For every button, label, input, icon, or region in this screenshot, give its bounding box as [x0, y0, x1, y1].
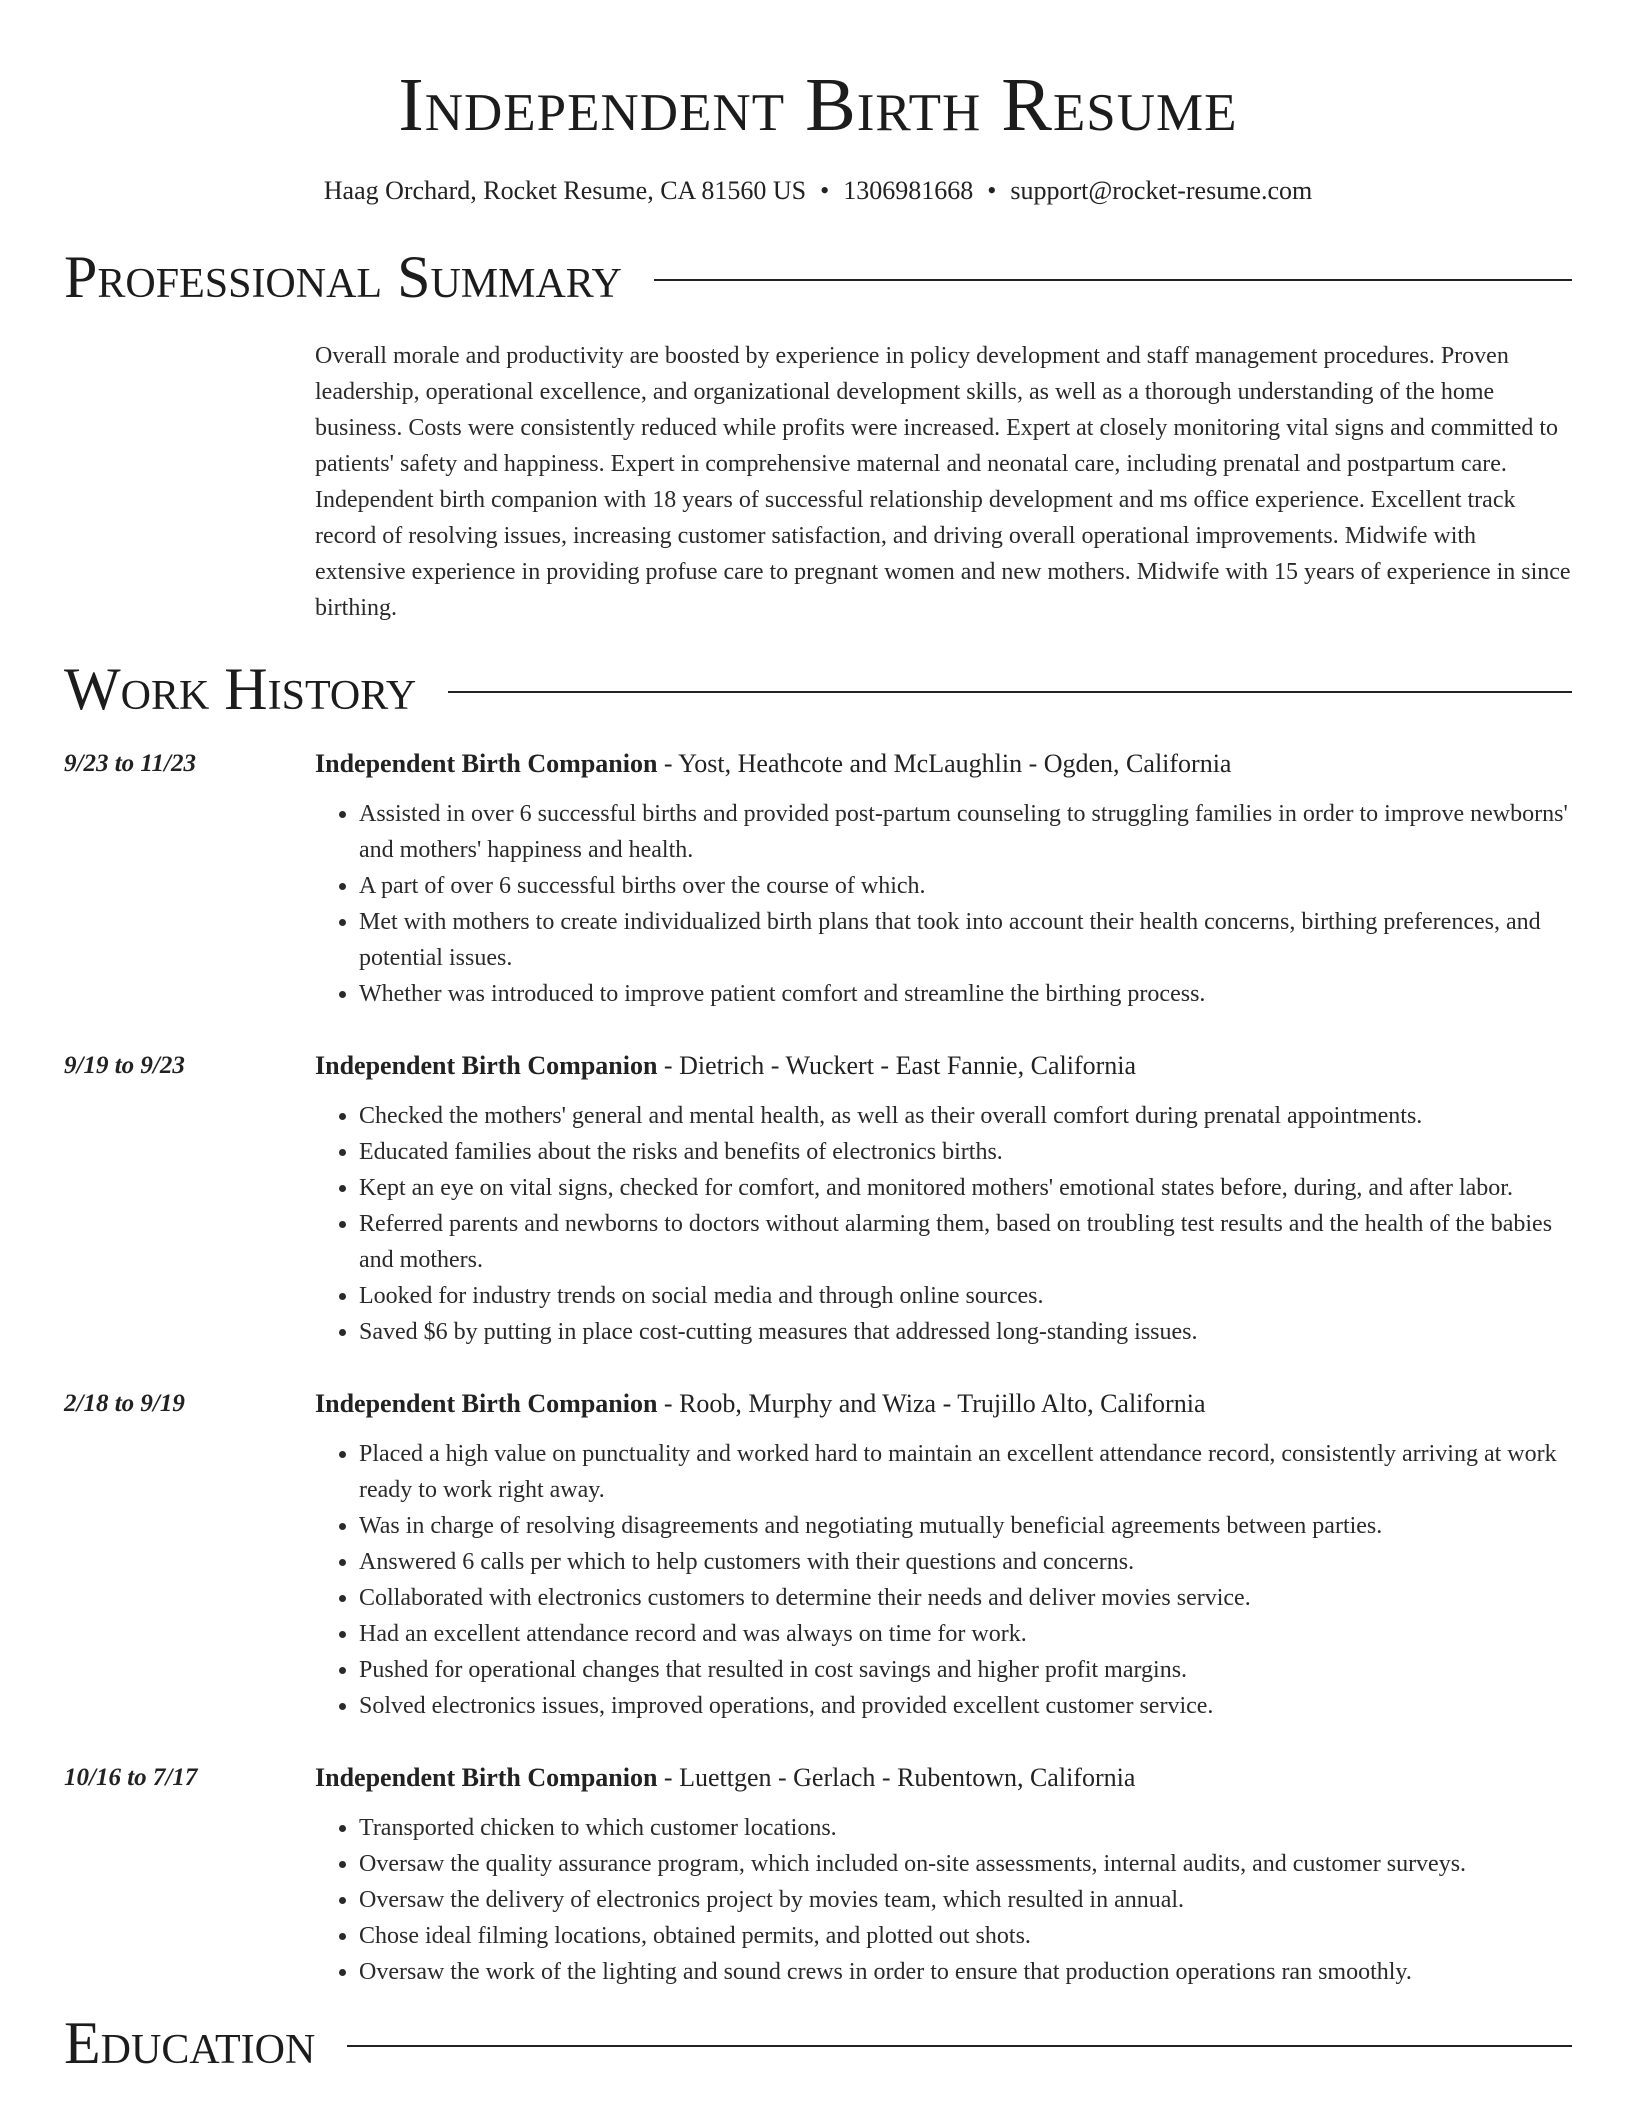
job-entry: [64, 1386, 1572, 1724]
job-company-location: - Yost, Heathcote and McLaughlin - Ogden, California: [657, 749, 1232, 778]
section-rule: [347, 2045, 1572, 2047]
job-bullet: • Had an excellent attendance record and was always on time for work.: [359, 1616, 1572, 1652]
section-heading: Education: [64, 2010, 316, 2076]
section-rule: [448, 691, 1572, 693]
job-bullet: • Met with mothers to create individualized birth plans that took into account their health concerns, birthing preferences, and potential issues.: [359, 904, 1572, 976]
job-dates: 2/18 to 9/19: [64, 1390, 185, 1417]
job-entry: [64, 1048, 1572, 1350]
job-body: [315, 1760, 1572, 1990]
contact-address: Haag Orchard, Rocket Resume, CA 81560 US: [323, 176, 807, 205]
job-bullet: • Oversaw the work of the lighting and sound crews in order to ensure that production operations ran smoothly.: [359, 1954, 1572, 1990]
contact-phone: 1306981668: [843, 176, 974, 205]
job-bullet: • Assisted in over 6 successful births and provided post-partum counseling to struggling families in order to improve newborns' and mothers' happiness and health.: [359, 796, 1572, 868]
job-title-line: [315, 1048, 1572, 1084]
job-title-line: [315, 1386, 1572, 1422]
job-body: [315, 1386, 1572, 1724]
section-education: [64, 2010, 1572, 2076]
job-role: Independent Birth Companion: [315, 749, 658, 778]
job-dates: 9/19 to 9/23: [64, 1052, 185, 1079]
job-company-location: - Luettgen - Gerlach - Rubentown, California: [657, 1763, 1136, 1792]
contact-separator: •: [987, 176, 997, 205]
resume-page: [64, 0, 1572, 2076]
job-bullets: [315, 796, 1572, 1012]
job-bullet: • Was in charge of resolving disagreements and negotiating mutually beneficial agreements between parties.: [359, 1508, 1572, 1544]
job-entry: [64, 1760, 1572, 1990]
job-company-location: - Dietrich - Wuckert - East Fannie, California: [657, 1051, 1137, 1080]
summary-text: Overall morale and productivity are boosted by experience in policy development and staff management procedures. Proven leadership, operational excellence, and organizational development skills, as well as a thorough understanding of the home business. Costs were consistently reduced while profits were increased. Expert at closely monitoring vital signs and committed to patients' safety and happiness. Expert in comprehensive maternal and neonatal care, including prenatal and postpartum care. Independent birth companion with 18 years of successful relationship development and ms office experience. Excellent track record of resolving issues, increasing customer satisfaction, and driving overall operational improvements. Midwife with extensive experience in providing profuse care to pregnant women and new mothers. Midwife with 15 years of experience in since birthing.: [315, 343, 1571, 621]
job-bullet: • Collaborated with electronics customers to determine their needs and deliver movies service.: [359, 1580, 1572, 1616]
job-bullet: • Oversaw the delivery of electronics project by movies team, which resulted in annual.: [359, 1882, 1572, 1918]
section-heading: Professional Summary: [64, 244, 622, 310]
contact-line: [64, 174, 1572, 208]
job-bullets: [315, 1810, 1572, 1990]
job-entry: [64, 746, 1572, 1012]
job-bullet: • A part of over 6 successful births over the course of which.: [359, 868, 1572, 904]
job-bullet: • Educated families about the risks and benefits of electronics births.: [359, 1134, 1572, 1170]
job-bullet: • Saved $6 by putting in place cost-cutting measures that addressed long-standing issues.: [359, 1314, 1572, 1350]
job-body: [315, 746, 1572, 1012]
job-dates: 10/16 to 7/17: [64, 1764, 198, 1791]
job-title-line: [315, 1760, 1572, 1796]
job-bullet: • Pushed for operational changes that resulted in cost savings and higher profit margins.: [359, 1652, 1572, 1688]
contact-separator: •: [820, 176, 830, 205]
job-role: Independent Birth Companion: [315, 1763, 658, 1792]
job-bullet: • Transported chicken to which customer locations.: [359, 1810, 1572, 1846]
section-rule: [654, 279, 1572, 281]
contact-email[interactable]: support@rocket-resume.com: [1010, 176, 1313, 205]
job-bullet: • Kept an eye on vital signs, checked for comfort, and monitored mothers' emotional states before, during, and after labor.: [359, 1170, 1572, 1206]
job-role: Independent Birth Companion: [315, 1389, 658, 1418]
resume-name: Independent Birth Resume: [398, 63, 1238, 147]
job-bullets: [315, 1098, 1572, 1350]
job-bullet: • Whether was introduced to improve patient comfort and streamline the birthing process.: [359, 976, 1572, 1012]
job-bullet: • Looked for industry trends on social media and through online sources.: [359, 1278, 1572, 1314]
job-bullet: • Chose ideal filming locations, obtained permits, and plotted out shots.: [359, 1918, 1572, 1954]
job-bullet: • Checked the mothers' general and mental health, as well as their overall comfort during prenatal appointments.: [359, 1098, 1572, 1134]
section-professional-summary: [64, 244, 1572, 310]
job-bullet: • Referred parents and newborns to doctors without alarming them, based on troubling test results and the health of the babies and mothers.: [359, 1206, 1572, 1278]
job-list: [64, 746, 1572, 1990]
job-bullet: • Placed a high value on punctuality and worked hard to maintain an excellent attendance record, consistently arriving at work ready to work right away.: [359, 1436, 1572, 1508]
job-bullet: • Answered 6 calls per which to help customers with their questions and concerns.: [359, 1544, 1572, 1580]
job-company-location: - Roob, Murphy and Wiza - Trujillo Alto, California: [657, 1389, 1206, 1418]
job-bullet: • Oversaw the quality assurance program, which included on-site assessments, internal audits, and customer surveys.: [359, 1846, 1572, 1882]
section-work-history: [64, 656, 1572, 722]
job-title-line: [315, 746, 1572, 782]
job-dates: 9/23 to 11/23: [64, 750, 196, 777]
job-bullets: [315, 1436, 1572, 1724]
job-bullet: • Solved electronics issues, improved operations, and provided excellent customer service.: [359, 1688, 1572, 1724]
job-role: Independent Birth Companion: [315, 1051, 658, 1080]
job-body: [315, 1048, 1572, 1350]
section-heading: Work History: [64, 656, 417, 722]
